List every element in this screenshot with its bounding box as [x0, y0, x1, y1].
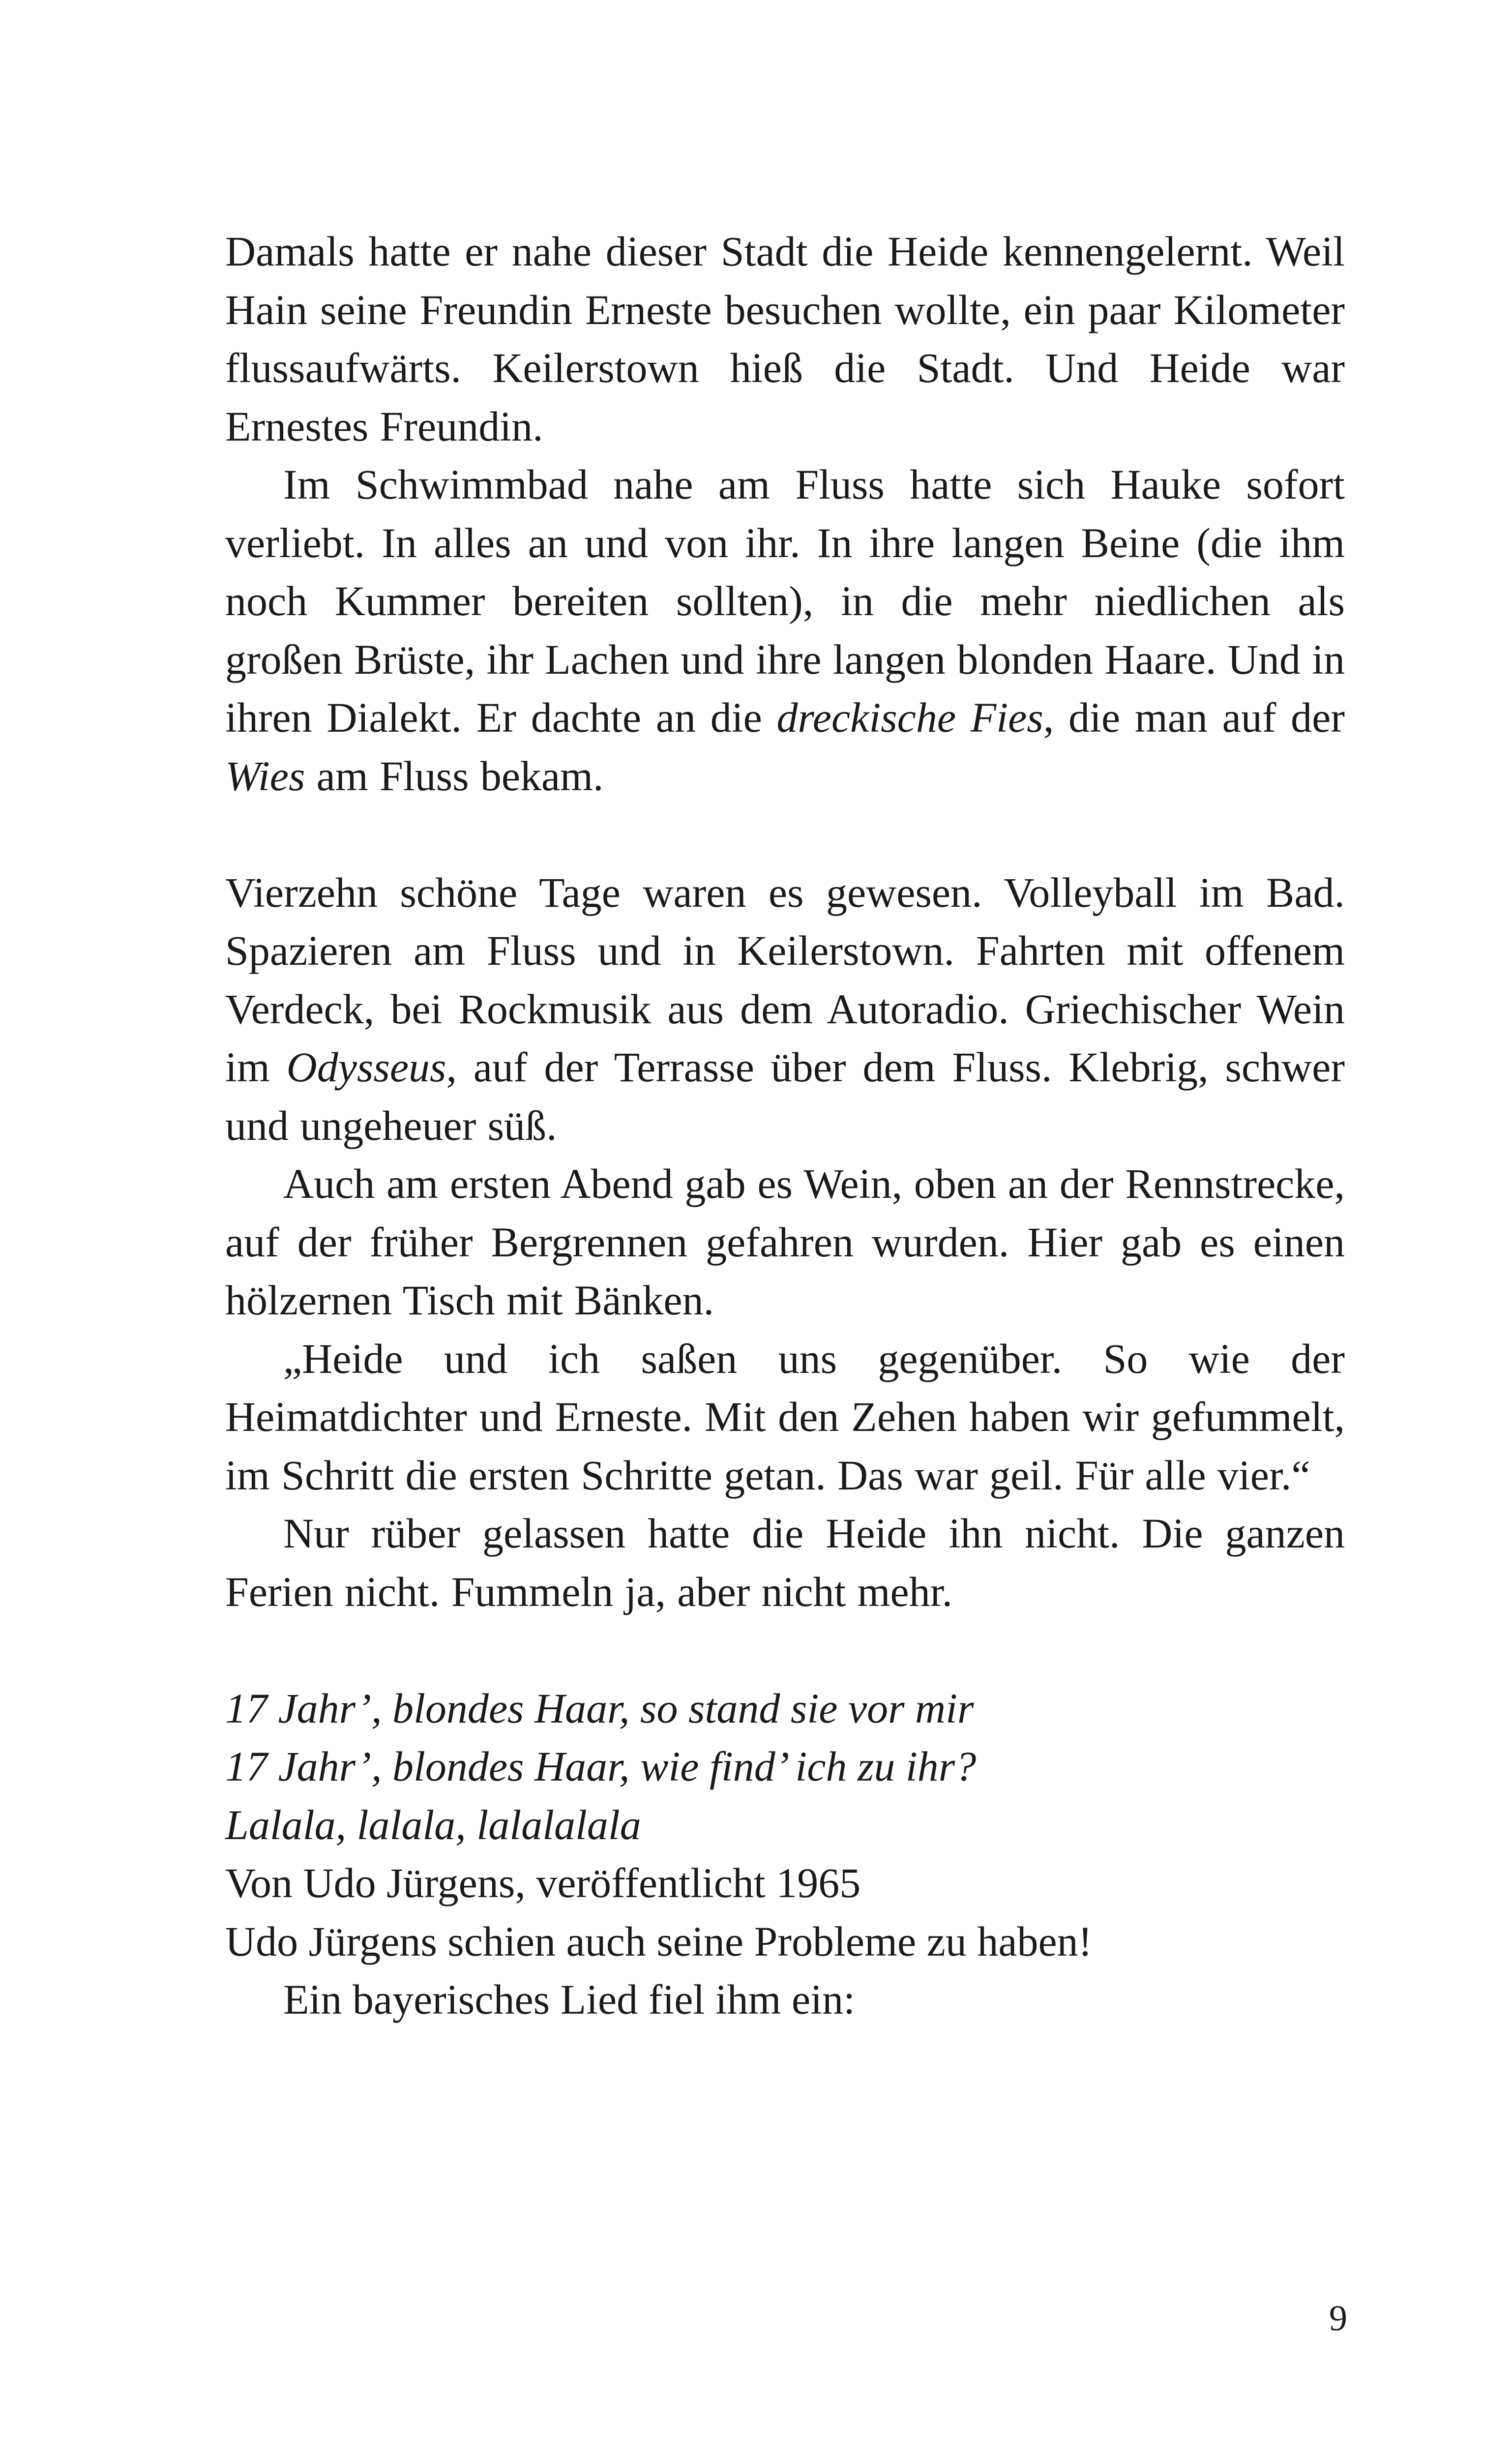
paragraph-2	[225, 455, 1345, 805]
closing-line-2: Ein bayerisches Lied fiel ihm ein:	[283, 1976, 856, 2023]
paragraph-2-text-c: am Fluss bekam.	[305, 752, 604, 800]
song-lyrics	[225, 1679, 1345, 1854]
song-line: Lalala, lalala, lalalalala	[225, 1801, 641, 1848]
song-line: 17 Jahr’, blondes Haar, wie find’ ich zu ihr?	[225, 1743, 977, 1790]
paragraph-3-text-a: Vierzehn schöne Tage waren es gewesen. Volleyball im Bad. Spazieren am Fluss und in Keilerstown. Fahrten mit offenem Verdeck, bei Rockmusik aus dem Autoradio. Griechischer Wein im	[225, 868, 1345, 1091]
paragraph-3-text-b: , auf der Terrasse über dem Fluss. Klebrig, schwer und ungeheuer süß.	[225, 1043, 1345, 1149]
paragraph-2-text-b: , die man auf der	[1043, 694, 1345, 741]
paragraph-6: Nur rüber gelassen hatte die Heide ihn nicht. Die ganzen Ferien nicht. Fummeln ja, aber nicht mehr.	[225, 1510, 1345, 1615]
paragraph-2-italic-1: dreckische Fies	[776, 694, 1043, 741]
closing-line-1: Udo Jürgens schien auch seine Probleme zu haben!	[225, 1917, 1093, 1965]
body-text	[225, 222, 1345, 2029]
song-line: 17 Jahr’, blondes Haar, so stand sie vor mir	[225, 1684, 974, 1732]
paragraph-2-italic-2: Wies	[225, 752, 305, 800]
paragraph-4: Auch am ersten Abend gab es Wein, oben an der Rennstrecke, auf der früher Bergrennen gefahren wurden. Hier gab es einen hölzernen Tisch mit Bänken.	[225, 1160, 1345, 1324]
paragraph-5: „Heide und ich saßen uns gegenüber. So wie der Heimatdichter und Erneste. Mit den Zehen haben wir gefummelt, im Schritt die ersten Schritte getan. Das war geil. Für alle vier.“	[225, 1335, 1345, 1499]
paragraph-1: Damals hatte er nahe dieser Stadt die Heide kennengelernt. Weil Hain seine Freundin Erneste besuchen wollte, ein paar Kilometer flussaufwärts. Keilerstown hieß die Stadt. Und Heide war Ernestes Freundin.	[225, 228, 1345, 450]
paragraph-3-italic: Odysseus	[286, 1043, 446, 1091]
paragraph-2-text-a: Im Schwimmbad nahe am Fluss hatte sich Hauke sofort verliebt. In alles an und von ihr. In ihre langen Beine (die ihm noch Kummer bereiten sollten), in die mehr niedlichen als großen Brüste, ihr Lachen und ihre langen blonden Haare. Und in ihren Dialekt. Er dachte an die	[225, 461, 1345, 741]
song-credit: Von Udo Jürgens, veröffentlicht 1965	[225, 1859, 861, 1906]
page-number: 9	[1329, 2298, 1347, 2339]
paragraph-3	[225, 863, 1345, 1155]
